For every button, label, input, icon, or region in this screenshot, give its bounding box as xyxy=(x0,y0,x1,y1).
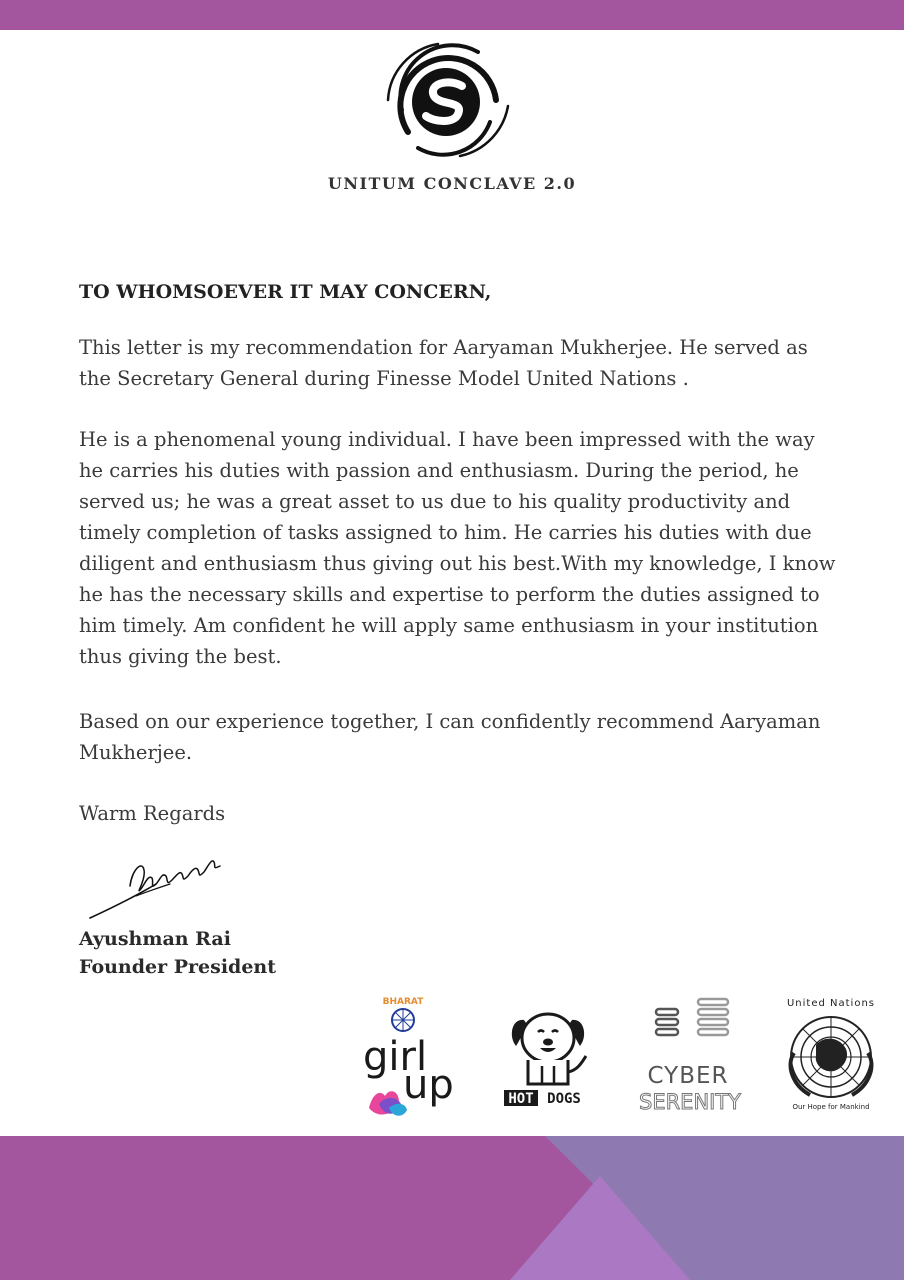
united-nations-logo xyxy=(776,995,886,1115)
letter-closing: Warm Regards xyxy=(79,802,226,825)
ashoka-chakra-icon xyxy=(392,1009,414,1031)
bottom-decorative-band xyxy=(0,1136,904,1280)
letter-salutation: TO WHOMSOEVER IT MAY CONCERN, xyxy=(79,281,492,303)
cyber-line1-text: CYBER xyxy=(647,1063,729,1089)
hotdogs-hot-text: HOT xyxy=(508,1091,534,1107)
letter-paragraph-2: He is a phenomenal young individual. I have been impressed with the way he carries his duties with passion and enthusiasm. During the period, he served us; he was a great asset to us due to his quality productivity and timely completion of tasks assigned to him. He carries his duties with due diligent and enthusiasm thus giving out his best.With my knowledge, I know he has the necessary skills and expertise to perform the duties assigned to him timely. Am confident he will apply same enthusiasm in your institution thus giving the best. xyxy=(79,428,836,668)
cyber-serenity-logo xyxy=(628,995,756,1115)
hotdogs-logo xyxy=(498,1000,598,1110)
handwritten-signature xyxy=(86,840,226,925)
un-top-text: United Nations xyxy=(786,998,876,1009)
letter-paragraph-3: Based on our experience together, I can confidently recommend Aaryaman Mukherjee. xyxy=(79,710,821,764)
signer-title: Founder President xyxy=(79,956,277,978)
unitum-logo-icon xyxy=(378,40,518,160)
girlup-logo xyxy=(355,992,475,1127)
letter-paragraph-1: This letter is my recommendation for Aaryaman Mukherjee. He served as the Secretary General during Finesse Model United Nations . xyxy=(79,336,808,390)
top-color-band xyxy=(0,0,904,30)
un-bottom-text: Our Hope for Mankind xyxy=(792,1103,870,1111)
girlup-line1-text: girl xyxy=(363,1034,428,1080)
girlup-line2-text: up xyxy=(403,1062,454,1108)
un-emblem-icon xyxy=(791,1017,872,1097)
dog-icon xyxy=(512,1014,586,1084)
hotdogs-dogs-text: DOGS xyxy=(547,1091,581,1107)
girlup-bharat-text: BHARAT xyxy=(382,997,424,1007)
cyber-line2-text: SERENITY xyxy=(638,1090,742,1114)
signer-name: Ayushman Rai xyxy=(79,928,231,950)
organization-name: UNITUM CONCLAVE 2.0 xyxy=(327,174,577,193)
